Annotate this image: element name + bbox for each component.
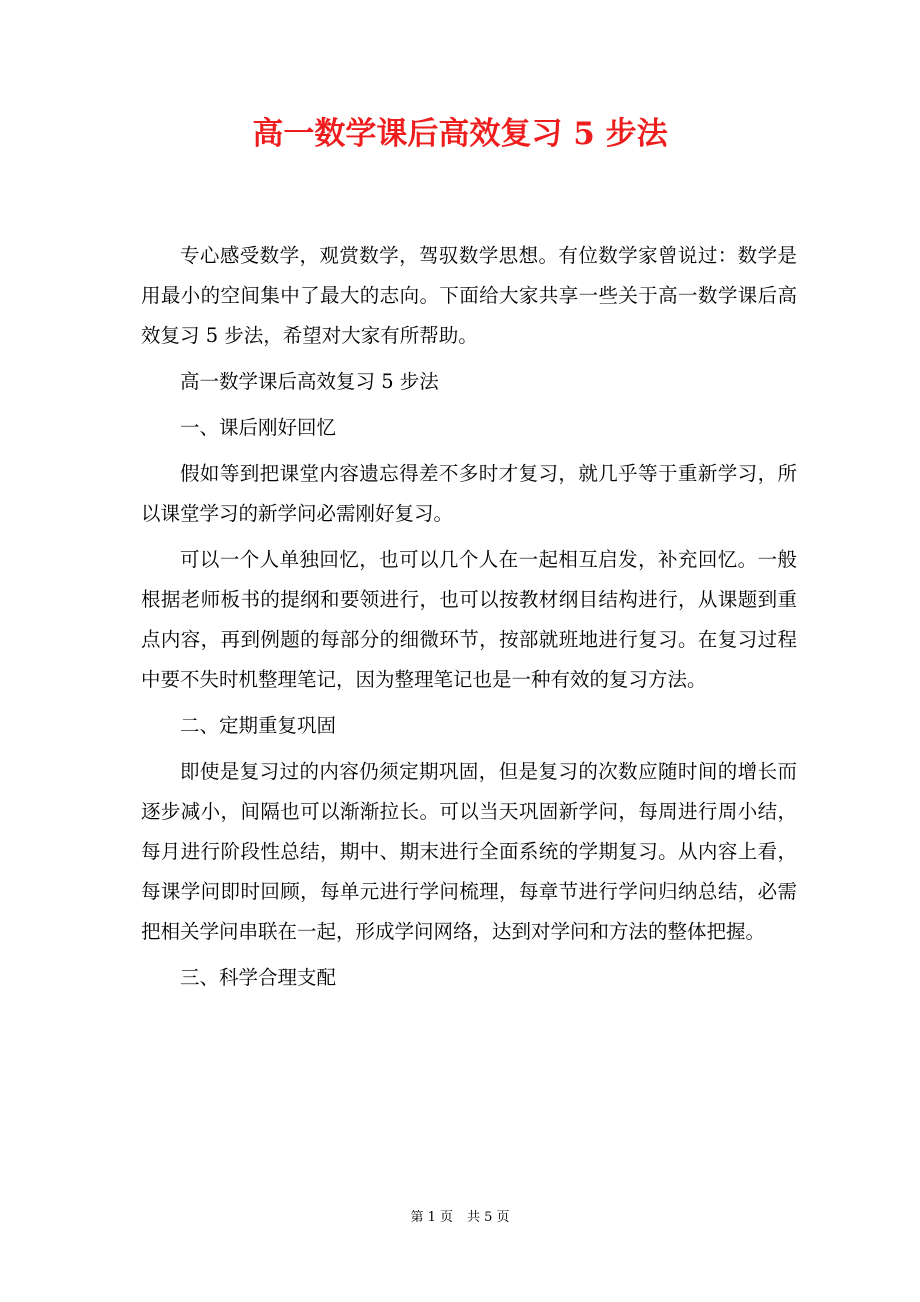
document-body bbox=[141, 236, 797, 1004]
document-title: 高一数学课后高效复习 5 步法 bbox=[252, 116, 668, 152]
section-heading-1: 一、课后刚好回忆 bbox=[180, 416, 337, 439]
body-paragraph: 假如等到把课堂内容遗忘得差不多时才复习，就几乎等于重新学习，所以课堂学习的新学问必需刚好复习。 bbox=[141, 462, 797, 525]
body-paragraph: 即使是复习过的内容仍须定期巩固，但是复习的次数应随时间的增长而逐步减小，间隔也可以渐渐拉长。可以当天巩固新学问，每周进行周小结，每月进行阶段性总结，期中、期末进行全面系统的学期复习。从内容上看，每课学问即时回顾，每单元进行学问梳理，每章节进行学问归纳总结，必需把相关学问串联在一起，形成学问网络，达到对学问和方法的整体把握。 bbox=[141, 760, 797, 943]
body-paragraph: 可以一个人单独回忆，也可以几个人在一起相互启发，补充回忆。一般根据老师板书的提纲和要领进行，也可以按教材纲目结构进行，从课题到重点内容，再到例题的每部分的细微环节，按部就班地进行复习。在复习过程中要不失时机整理笔记，因为整理笔记也是一种有效的复习方法。 bbox=[141, 548, 797, 691]
section-title: 高一数学课后高效复习 5 步法 bbox=[180, 370, 439, 393]
section-heading-2: 二、定期重复巩固 bbox=[180, 714, 337, 737]
section-heading-3: 三、科学合理支配 bbox=[180, 966, 337, 989]
page-number: 第 1 页 bbox=[410, 1210, 453, 1225]
page-footer bbox=[0, 1206, 920, 1225]
intro-paragraph: 专心感受数学，观赏数学，驾驭数学思想。有位数学家曾说过：数学是用最小的空间集中了最大的志向。下面给大家共享一些关于高一数学课后高效复习 5 步法，希望对大家有所帮助。 bbox=[141, 244, 797, 347]
page-total: 共 5 页 bbox=[467, 1210, 510, 1225]
